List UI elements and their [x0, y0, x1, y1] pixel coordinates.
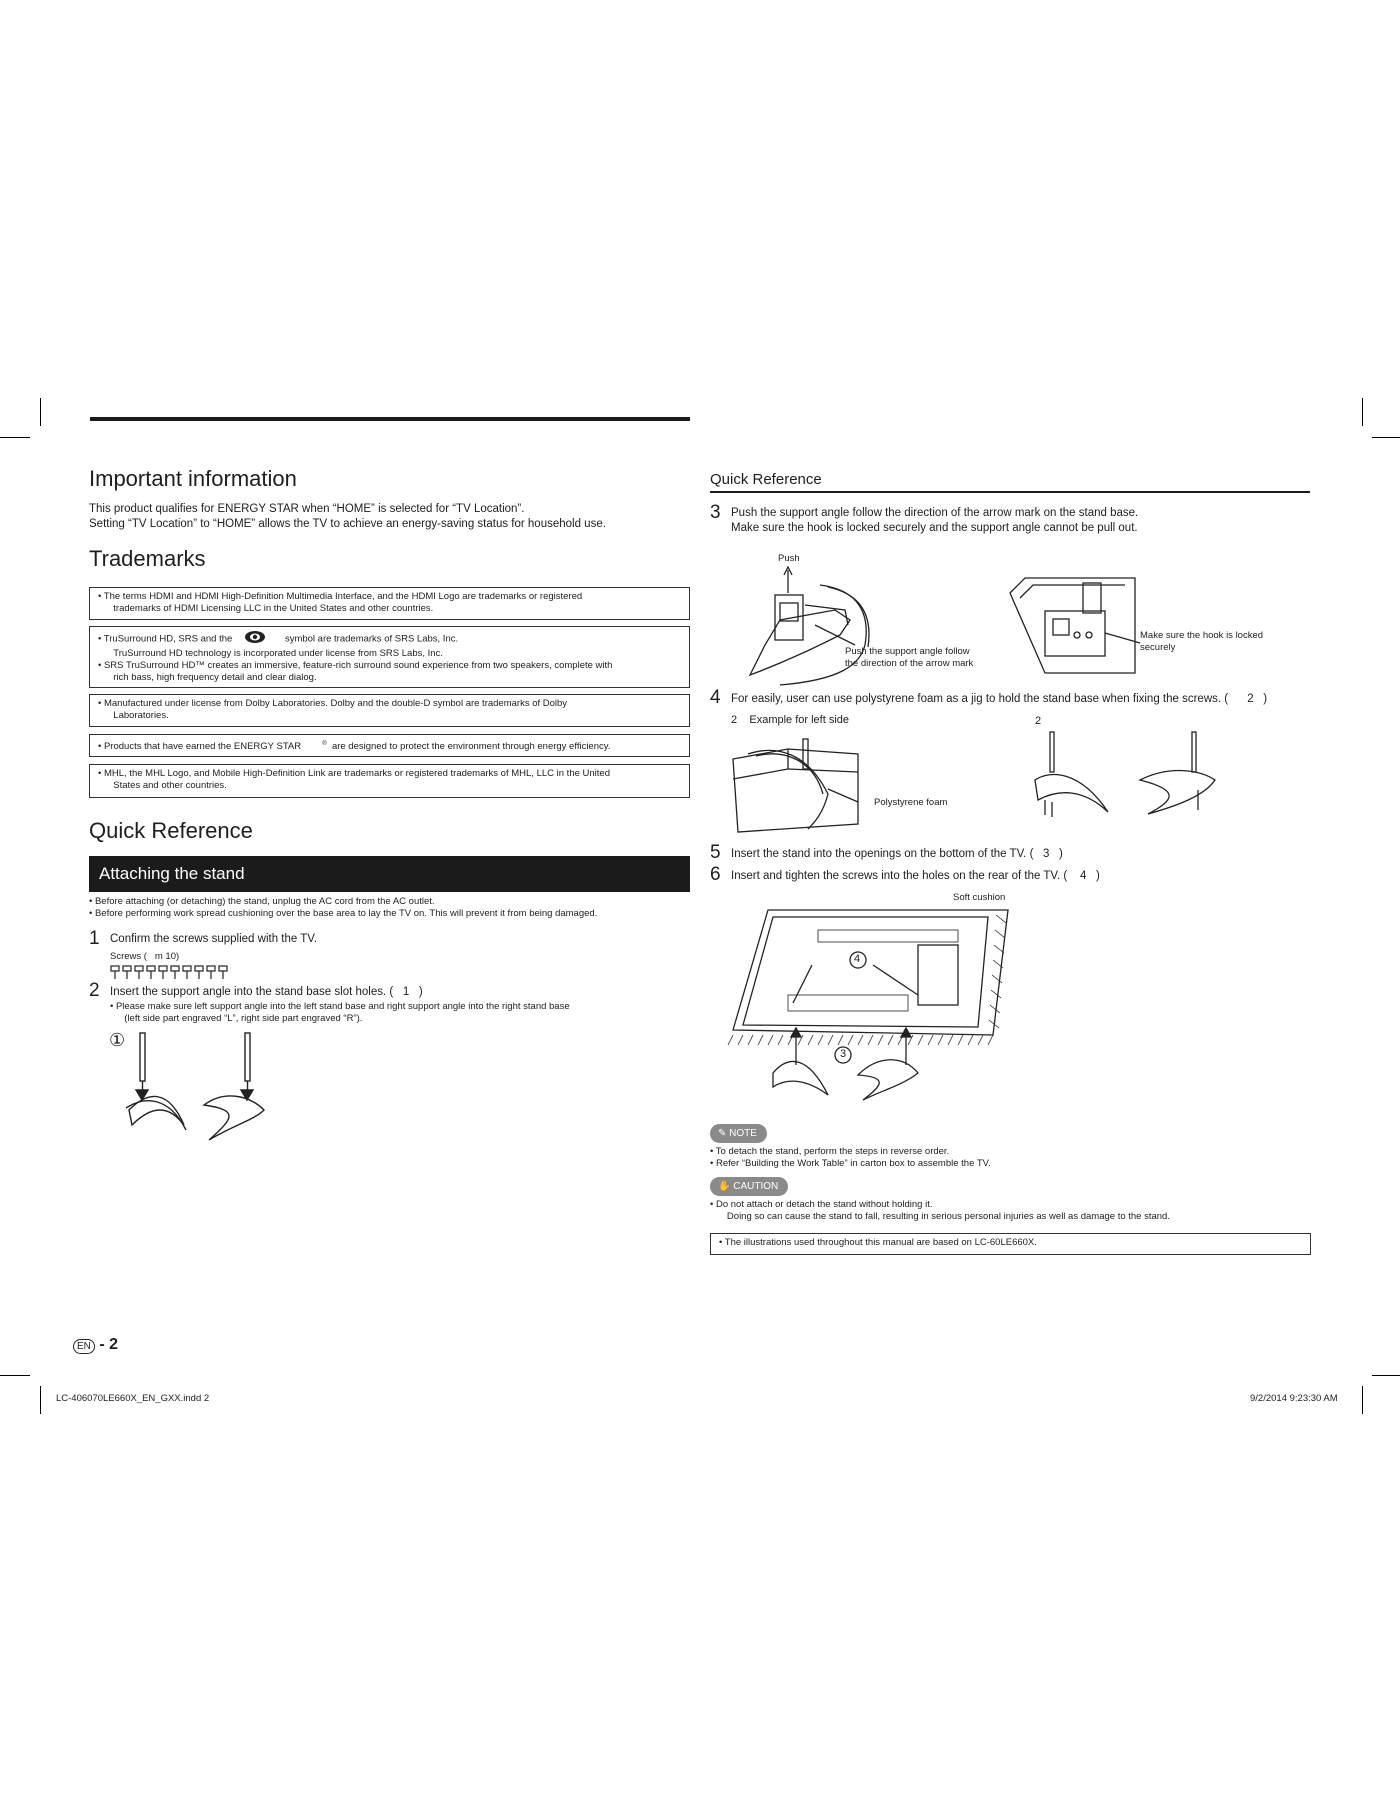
- step-5-number: 5: [710, 842, 721, 863]
- quick-reference-title: Quick Reference: [89, 818, 253, 843]
- tm-line: symbol are trademarks of SRS Labs, Inc.: [284, 633, 459, 645]
- footer-date: 9/2/2014 9:23:30 AM: [1250, 1393, 1338, 1404]
- step-2-ref: 1: [402, 986, 410, 998]
- step-1-number: 1: [89, 928, 100, 949]
- fig4-left-header: [731, 714, 849, 726]
- screws-label: [110, 951, 179, 963]
- stand-base-screws-illustration: [1030, 730, 1230, 830]
- caution-line-a: Do not attach or detach the stand without holding it.: [715, 1199, 933, 1210]
- step-6-ref: 4: [1080, 870, 1087, 882]
- caution-badge-label: CAUTION: [733, 1181, 779, 1192]
- tm-line: Products that have earned the ENERGY STAR: [103, 741, 302, 753]
- step-1-text: Confirm the screws supplied with the TV.: [110, 933, 318, 945]
- tm-line: rich bass, high frequency detail and clear dialog.: [113, 672, 317, 683]
- right-header-rule: [710, 491, 1310, 493]
- step-6-close: ): [1096, 870, 1100, 882]
- step-6-main: Insert and tighten the screws into the holes on the rear of the TV. (: [731, 870, 1068, 882]
- pencil-icon: ✎: [718, 1128, 727, 1139]
- crop-mark: [40, 398, 41, 426]
- attach-note: • Before attaching (or detaching) the stand, unplug the AC cord from the AC outlet.: [89, 896, 435, 907]
- trademark-energy-box: [89, 734, 690, 757]
- footnote-line: The illustrations used throughout this manual are based on LC-60LE660X.: [724, 1237, 1037, 1248]
- footnote-box: [710, 1233, 1311, 1255]
- trademark-srs-text2: • SRS TruSurround HD™ creates an immersive, feature-rich surround sound experience from two speakers, complete with rich bass, high frequency detail and clear dialog.: [98, 660, 613, 683]
- trademark-energy-text: • Products that have earned the ENERGY STAR ® are designed to protect the environment through energy efficiency.: [98, 741, 611, 753]
- tm-line: States and other countries.: [113, 780, 227, 791]
- stand-insert-illustration: [124, 1030, 284, 1140]
- trademark-srs-box: [89, 626, 690, 688]
- fig4-left-label: Example for left side: [749, 714, 850, 726]
- step-5-text: [731, 847, 1063, 862]
- step-6-number: 6: [710, 864, 721, 885]
- tm-line: MHL, the MHL Logo, and Mobile High-Definition Link are trademarks or registered trademarks of MHL, LLC in the United: [103, 768, 610, 779]
- caution-item: • Do not attach or detach the stand without holding it. Doing so can cause the stand to fall, resulting in serious personal injuries as well as damage to the stand.: [710, 1199, 1170, 1222]
- language-code: EN: [77, 1341, 91, 1352]
- fig3-caption-1: [845, 646, 973, 670]
- screws-label-text: Screws (: [110, 951, 147, 962]
- fig4-left-num: 2: [731, 714, 738, 726]
- trademark-srs-text: • TruSurround HD, SRS and the symbol are trademarks of SRS Labs, Inc. TruSurround HD technology is incorporated under license from SRS Labs, Inc.: [98, 630, 681, 660]
- note-item: • To detach the stand, perform the steps in reverse order.: [710, 1146, 950, 1157]
- step-2-main: Insert the support angle into the stand base slot holes. (: [110, 986, 394, 998]
- step-6-text: [731, 869, 1100, 884]
- step-4-number: 4: [710, 687, 721, 708]
- crop-mark: [0, 437, 30, 438]
- crop-mark: [40, 1386, 41, 1414]
- step-2-note: [110, 1001, 630, 1025]
- step-2-note-line: • Please make sure left support angle into the left stand base and right support angle into the right stand base (left side part engraved “L”, right side part engraved “R”).: [110, 1001, 570, 1024]
- step-4-main: For easily, user can use polystyrene foam as a jig to hold the stand base when fixing the screws. (: [731, 693, 1229, 705]
- trademark-hdmi-text: • The terms HDMI and HDMI High-Definition Multimedia Interface, and the HDMI Logo are trademarks or registered trademarks of HDMI Licensing LLC in the United States and other countries.: [98, 591, 583, 614]
- page-number: [73, 1336, 118, 1354]
- tm-line: The terms HDMI and HDMI High-Definition Multimedia Interface, and the HDMI Logo are trademarks or registered: [103, 591, 583, 602]
- step-3-number: 3: [710, 502, 721, 523]
- crop-mark: [1362, 1386, 1363, 1414]
- note-item-text: Refer “Building the Work Table” in carton box to assemble the TV.: [715, 1158, 991, 1169]
- fig4-foam-label: Polystyrene foam: [874, 797, 948, 808]
- footer-file: LC-406070LE660X_EN_GXX.indd 2: [56, 1393, 210, 1404]
- footnote-text: • The illustrations used throughout this manual are based on LC-60LE660X.: [719, 1237, 1037, 1248]
- trademarks-title: Trademarks: [89, 546, 206, 571]
- note-badge-label: NOTE: [729, 1128, 757, 1139]
- srs-logo-icon: [235, 630, 285, 648]
- tv-rear-assembly-illustration: [728, 905, 1008, 1115]
- step-5-close: ): [1059, 848, 1063, 860]
- fig3-caption-line: Push the support angle follow: [845, 646, 970, 657]
- crop-mark: [0, 1375, 30, 1376]
- tm-line: Laboratories.: [113, 710, 169, 721]
- page-number-value: 2: [109, 1336, 119, 1353]
- caution-badge: [710, 1177, 788, 1196]
- top-rule: [90, 417, 690, 421]
- attach-note-text: Before performing work spread cushioning over the base area to lay the TV on. This will prevent it from being damaged.: [94, 908, 598, 919]
- attach-notes: [89, 896, 709, 920]
- caution-line-b: Doing so can cause the stand to fall, resulting in serious personal injuries as well as damage to the stand.: [726, 1211, 1170, 1222]
- attach-note-text: Before attaching (or detaching) the stand, unplug the AC cord from the AC outlet.: [94, 896, 435, 907]
- polystyrene-foam-illustration: [728, 734, 888, 834]
- step-4-text: [731, 692, 1267, 707]
- step-5-ref: 3: [1043, 848, 1050, 860]
- page-number-sep: -: [99, 1336, 105, 1353]
- fig3-caption-line: the direction of the arrow mark: [845, 658, 974, 669]
- fig4-right-num: 2: [1035, 715, 1042, 727]
- fig-circle-3: 3: [840, 1048, 847, 1060]
- important-line: Setting “TV Location” to “HOME” allows the TV to achieve an energy-saving status for household use.: [89, 518, 606, 530]
- step-5-main: Insert the stand into the openings on the bottom of the TV. (: [731, 848, 1034, 860]
- fig-circle-4: 4: [854, 953, 861, 965]
- trademark-mhl-box: [89, 764, 690, 798]
- note-item: • Refer “Building the Work Table” in carton box to assemble the TV.: [710, 1158, 991, 1169]
- figure-1-label: ①: [109, 1030, 126, 1050]
- tm-line: trademarks of HDMI Licensing LLC in the United States and other countries.: [113, 603, 434, 614]
- attach-note: • Before performing work spread cushioning over the base area to lay the TV on. This will prevent it from being damaged.: [89, 908, 598, 919]
- step-2-close: ): [418, 986, 423, 998]
- screws-icon: [110, 966, 240, 980]
- important-info-title: Important information: [89, 466, 297, 491]
- tm-line: TruSurround HD, SRS and the: [103, 633, 233, 645]
- fig3-caption-2: [1140, 630, 1263, 654]
- caution-text: [710, 1199, 1330, 1223]
- step-2-note-a: Please make sure left support angle into the left stand base and right support angle into the right stand base: [115, 1001, 570, 1012]
- fig3-push-label: Push: [778, 553, 800, 564]
- crop-mark: [1362, 398, 1363, 426]
- note-item-text: To detach the stand, perform the steps in reverse order.: [715, 1146, 950, 1157]
- step-3-line: Make sure the hook is locked securely and the support angle cannot be pull out.: [731, 522, 1138, 534]
- crop-mark: [1372, 437, 1400, 438]
- note-list: [710, 1146, 1310, 1170]
- note-badge: [710, 1124, 767, 1143]
- hook-locked-illustration: [1005, 573, 1145, 683]
- trademark-dolby-box: [89, 694, 690, 727]
- trademark-mhl-text: • MHL, the MHL Logo, and Mobile High-Definition Link are trademarks or registered trademarks of MHL, LLC in the United States and other countries.: [98, 768, 610, 791]
- right-header: Quick Reference: [710, 471, 822, 488]
- tm-line: TruSurround HD technology is incorporated under license from SRS Labs, Inc.: [113, 648, 443, 659]
- language-badge-icon: [73, 1339, 95, 1354]
- trademark-hdmi-box: [89, 587, 690, 620]
- important-info-text: [89, 502, 606, 532]
- step-2-text: [110, 985, 423, 1000]
- fig3-caption-line: securely: [1140, 642, 1176, 653]
- crop-mark: [1372, 1375, 1400, 1376]
- tm-line: are designed to protect the environment through energy efficiency.: [331, 741, 611, 753]
- hand-icon: ✋: [718, 1181, 731, 1192]
- step-4-close: ): [1263, 693, 1268, 705]
- step-3-line: Push the support angle follow the direction of the arrow mark on the stand base.: [731, 507, 1139, 519]
- tm-line: Manufactured under license from Dolby Laboratories. Dolby and the double-D symbol are trademarks of Dolby: [103, 698, 568, 709]
- fig3-caption-line: Make sure the hook is locked: [1140, 630, 1264, 641]
- important-line: This product qualifies for ENERGY STAR when “HOME” is selected for “TV Location”.: [89, 503, 525, 515]
- step-2-number: 2: [89, 980, 100, 1001]
- attaching-stand-banner: Attaching the stand: [89, 856, 690, 892]
- step-3-text: [731, 506, 1138, 536]
- tm-line: SRS TruSurround HD™ creates an immersive, feature-rich surround sound experience from two speakers, complete with: [103, 660, 613, 671]
- trademark-dolby-text: • Manufactured under license from Dolby Laboratories. Dolby and the double-D symbol are trademarks of Dolby Laboratories.: [98, 698, 568, 721]
- step-2-note-b: (left side part engraved “L”, right side part engraved “R”).: [124, 1013, 363, 1024]
- step-4-ref: 2: [1247, 693, 1254, 705]
- screws-count: m 10): [154, 951, 180, 962]
- soft-cushion-label: Soft cushion: [953, 892, 1006, 903]
- registered-mark: ®: [322, 741, 327, 747]
